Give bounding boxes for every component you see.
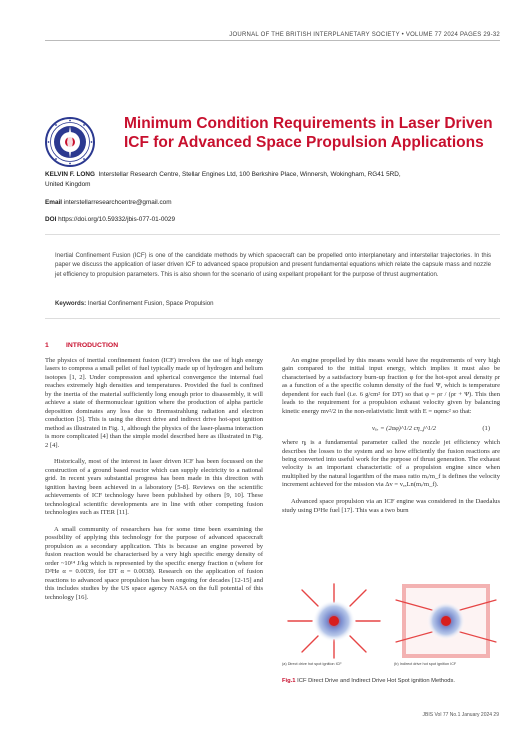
figure-1	[282, 580, 500, 672]
author-block	[45, 170, 485, 190]
caption-text: ICF Direct Drive and Indirect Drive Hot Spot ignition Methods.	[297, 678, 456, 684]
paragraph: where ηⱼ is a fundamental parameter called the nozzle jet efficiency which describes the losses to the system and so how efficiently the fusion reactions are being converted into useful work for the purpose of thrust generation. The exhaust velocity is an important characteristic of a propulsion engine since when multiplied by the natural logarithm of the mass ratio mᵢ/m_f is defines the velocity increment achieved for the mission via Δv = vₑₓLn(mᵢ/m_f).	[282, 439, 500, 489]
caption-label: Fig.1	[282, 678, 296, 684]
left-column	[45, 357, 263, 611]
keywords-text: Inertial Confinement Fusion, Space Propulsion	[87, 300, 214, 307]
journal-header: JOURNAL OF THE BRITISH INTERPLANETARY SOCIETY • VOLUME 77 2024 PAGES 29-32	[229, 32, 500, 38]
author-affiliation: Interstellar Research Centre, Stellar Engines Ltd, 100 Berkshire Place, Winnersh, Wokingham, RG41 5RD,	[98, 171, 401, 178]
figure-panel-direct-drive	[282, 580, 386, 662]
figure-subcaption-a: (a) Direct drive hot spot ignition ICF	[282, 662, 342, 666]
paragraph: An engine propelled by this means would have the requirements of very high gain compared to the initial input energy, which implies it must also be characterised by a satisfactory burn-up fraction φ for the hot-spot areal density ρr as a function of a the specific column density of the fuel Ψ, which is temperature dependent for each fuel (i.e. 6 g/cm² for DT) so that φ = ρr / (ρr + Ψ). This then leads to the requirement for a propulsion exhaust velocity given by balancing kinetic energy mv²/2 in the non-relativistic limit with E = αφmc² so that:	[282, 357, 500, 415]
page-footer: JBIS Vol 77 No.1 January 2024 29	[422, 712, 499, 718]
email-link[interactable]: interstellarresearchcentre@gmail.com	[63, 199, 172, 206]
paragraph: A small community of researchers has for some time been examining the possibility of applying this technology for the purpose of advanced spacecraft propulsion as a secondary application. This is because an engine powered by fusion reaction would be characterised by a very high specific energy density of order ~10¹⁴ J/kg which is represented by the specific energy fraction α (where for D³He α = 0.0039, for DT α = 0.0038). Research on the application of fusion reactions to advanced space propulsion has been ongoing for decades [12-15] and this includes studies by the US space agency NASA on the full potential of this technology [16].	[45, 526, 263, 601]
doi-link[interactable]: https://doi.org/10.59332/jbis-077-01-0029	[58, 216, 176, 223]
abstract-text: Inertial Confinement Fusion (ICF) is one of the candidate methods by which spacecraft can be propelled onto interplanetary and interstellar trajectories. In this paper we discuss the application of laser driven ICF to advanced space propulsion and present fundamental equations which relate the capsule mass and nozzle jet efficiency to propulsion parameters. This is also shown for the scenario of using expellant propellant for the purpose of thrust augmentation.	[55, 252, 491, 278]
paragraph: Historically, most of the interest in laser driven ICF has been focussed on the construction of a ground based reactor which can supply electricity to a national grid. In recent years substantial progress has been made in this direction with ignition having been achieved in a laboratory [5-8]. Reviews on the scientific achievements of ICF technology have been published by others [9, 10]. These technological scientific developments are in line with other competing fusion technologies such as ITER [11].	[45, 458, 263, 517]
doi-line	[45, 216, 175, 223]
abstract-rule-top	[45, 234, 500, 235]
equation-body: vₑₓ = (2αφ)^1/2 cη_j^1/2	[372, 424, 437, 432]
society-logo	[44, 116, 96, 168]
email-line	[45, 199, 172, 206]
author-name: KELVIN F. LONG	[45, 171, 95, 178]
section-title: INTRODUCTION	[66, 342, 119, 349]
figure-panel-indirect-drive	[394, 580, 498, 662]
paragraph: Advanced space propulsion via an ICF engine was considered in the Daedalus study using D³He fuel [17]. This was a two burn	[282, 498, 500, 514]
right-column	[282, 357, 500, 524]
figure-caption	[282, 677, 500, 685]
title-line-2: ICF for Advanced Space Propulsion Applications	[124, 134, 484, 151]
equation-number: (1)	[482, 424, 490, 432]
paper-title	[124, 114, 493, 152]
header-rule	[45, 40, 500, 41]
paragraph: The physics of inertial confinement fusion (ICF) involves the use of high energy lasers to compress a small pellet of fuel typically made up of hydrogen and helium isotopes [1, 2]. Under compression and spherical convergence the internal fuel reaches extremely high densities and temperatures. Provided the fuel is confined by the inertia of the material sufficiently long enough prior to disassembly, it will achieve a state of thermonuclear ignition where the production of alpha particle deposition dominates any loss due to Bremsstrahlung radiation and electron conduction [3]. This is using the direct drive and indirect drive hot-spot ignition method as illustrated in Fig. 1, although the physics of the laser-plasma interaction is more complicated [4] than the simple model described here as illustrated in Fig. 2 [4].	[45, 357, 263, 449]
section-number: 1	[45, 342, 49, 349]
figure-subcaption-b: (b) Indirect drive hot spot ignition ICF	[394, 662, 457, 666]
doi-label: DOI	[45, 216, 57, 223]
abstract-rule-bottom	[45, 318, 500, 319]
title-line-1: Minimum Condition Requirements in Laser Driven	[124, 115, 493, 132]
keywords-label: Keywords:	[55, 300, 87, 307]
author-country: United Kingdom	[45, 181, 91, 188]
keywords-line	[55, 300, 214, 307]
email-label: Email	[45, 199, 63, 206]
equation-1	[282, 425, 500, 433]
